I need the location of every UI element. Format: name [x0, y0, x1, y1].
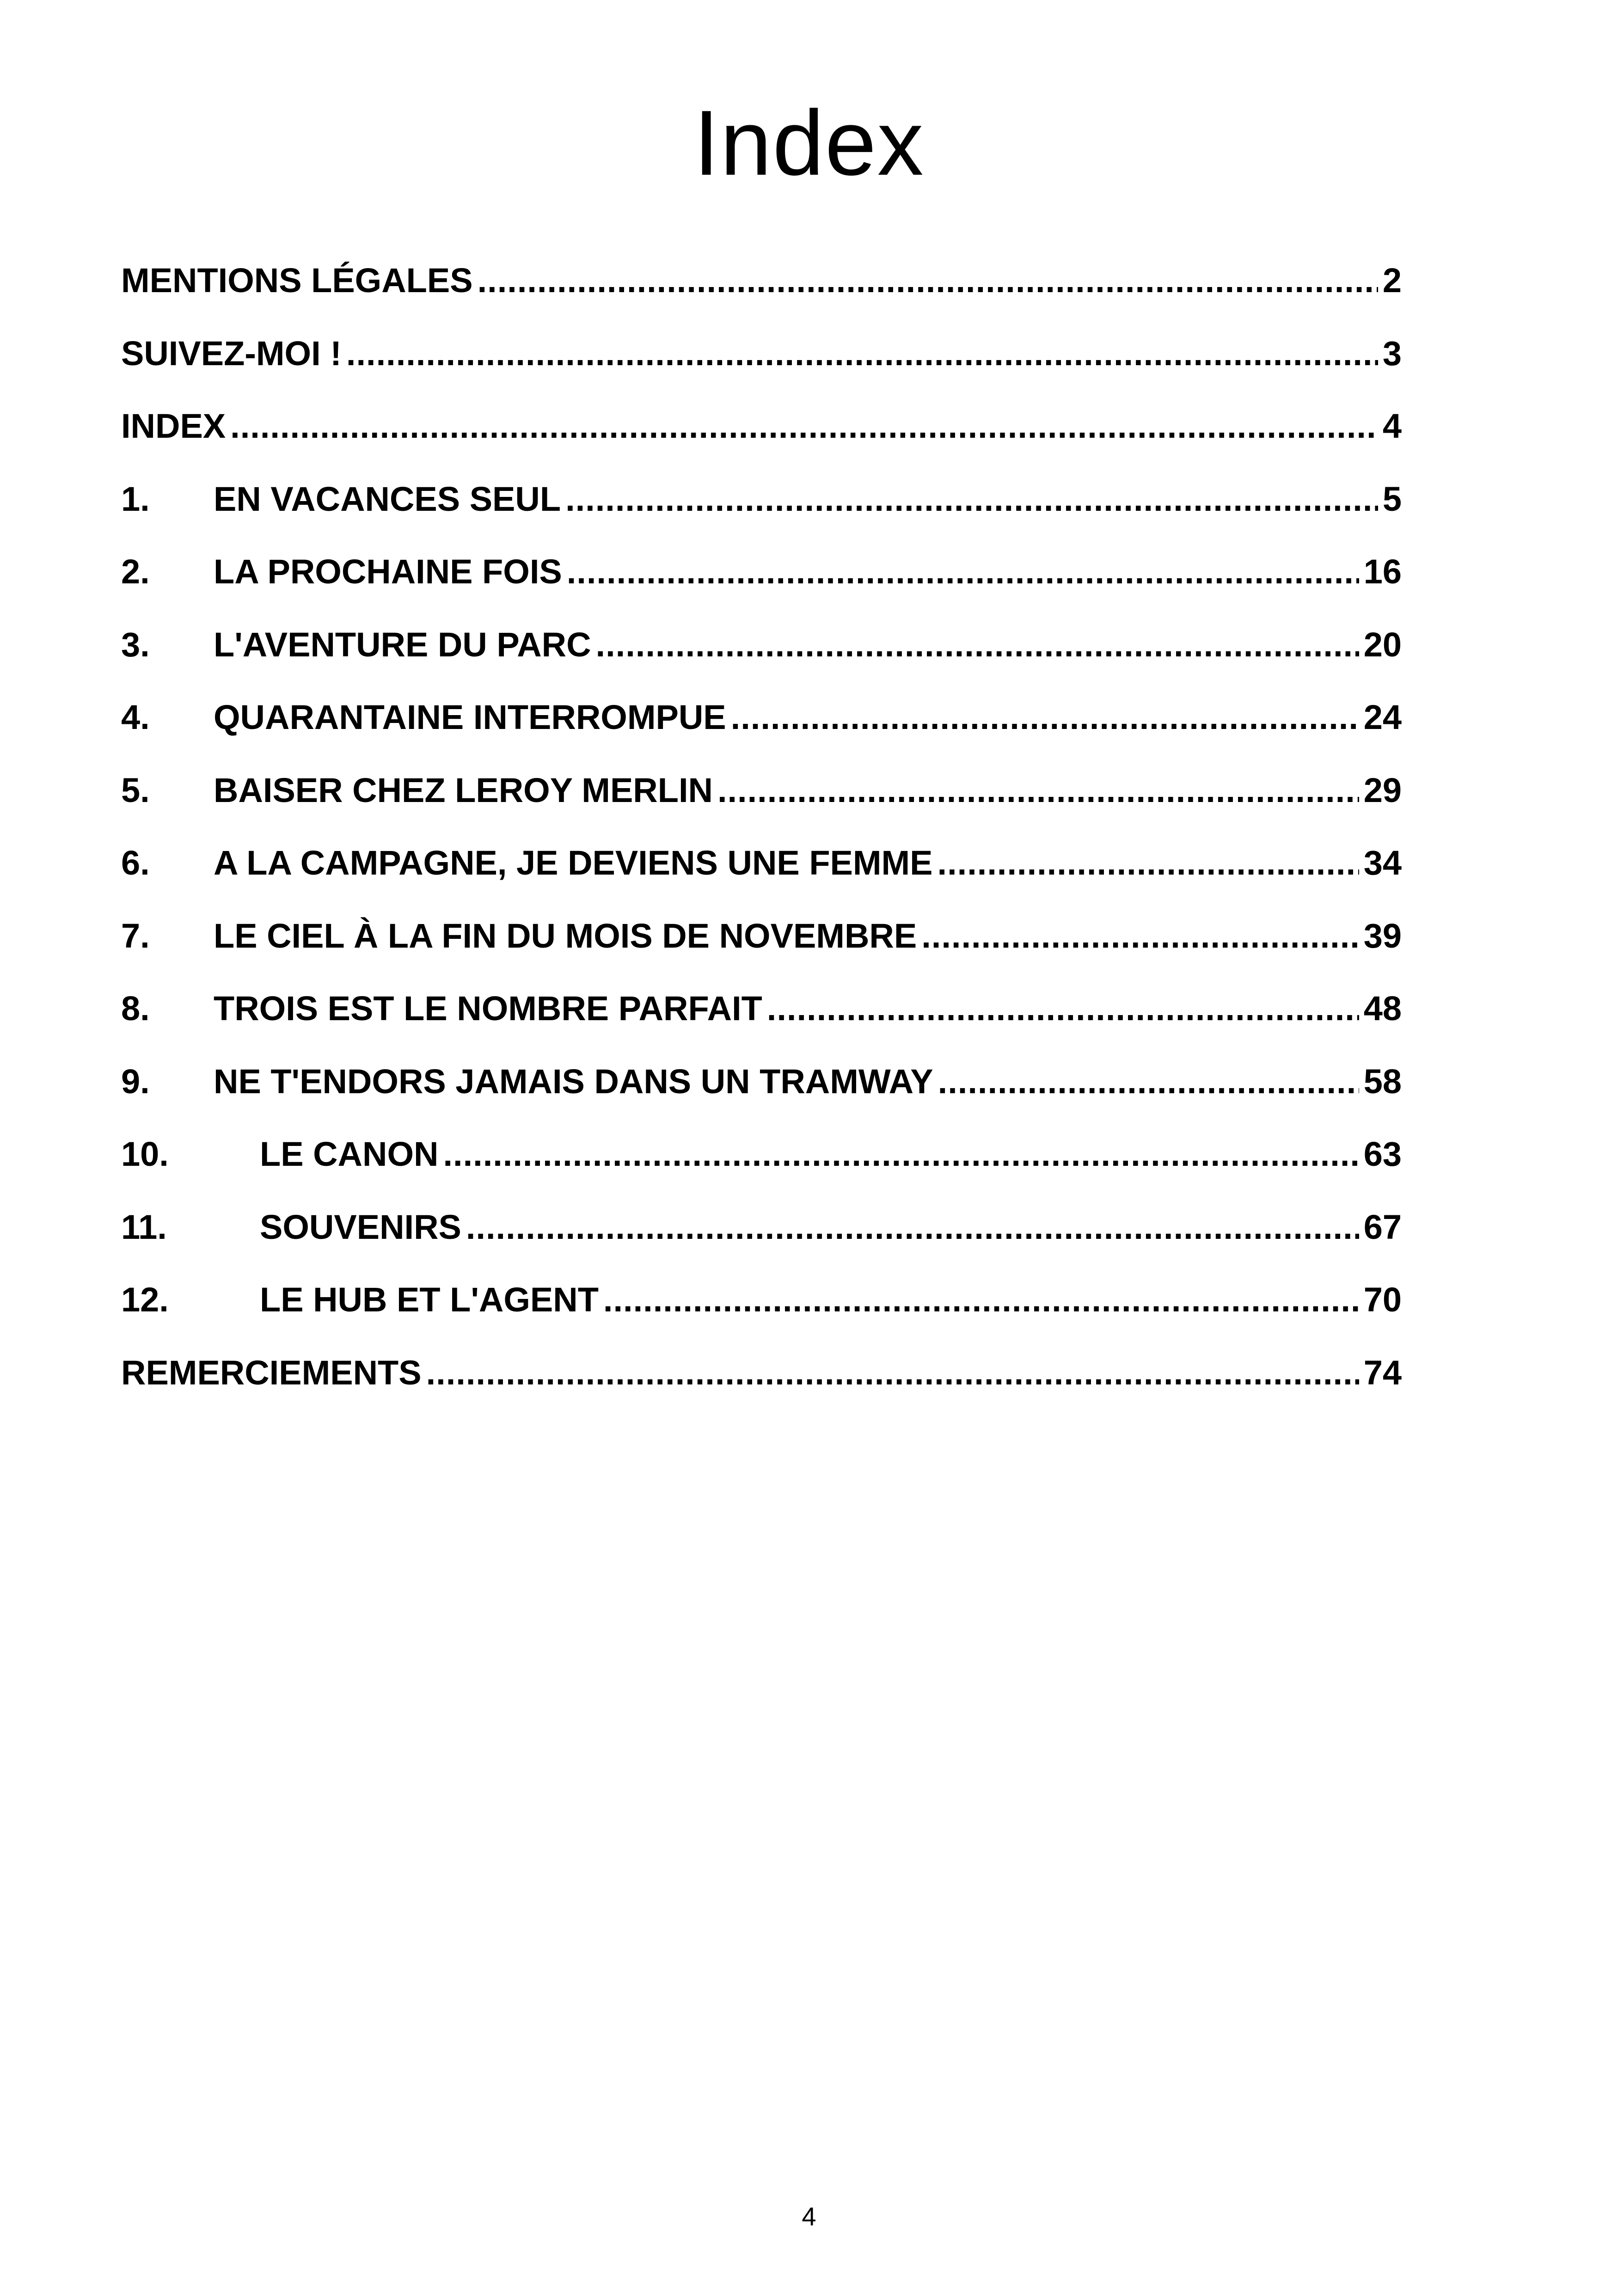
toc-entry-label: INDEX — [121, 407, 226, 445]
toc-entry-chapter-2[interactable] — [121, 549, 1402, 622]
toc-entry-label: LE CANON — [260, 1135, 439, 1173]
toc-entry-number: 8. — [121, 989, 150, 1028]
toc-entry-page: 29 — [1363, 771, 1402, 809]
toc-dot-leader — [921, 913, 1359, 959]
toc-dot-leader — [466, 1204, 1359, 1250]
toc-entry-label: MENTIONS LÉGALES — [121, 261, 473, 300]
toc-entry-chapter-4[interactable] — [121, 694, 1402, 767]
toc-entry-chapter-5[interactable] — [121, 767, 1402, 840]
toc-entry-number: 4. — [121, 698, 150, 736]
toc-entry-page: 67 — [1363, 1207, 1402, 1246]
toc-entry-suivez-moi[interactable] — [121, 331, 1402, 404]
toc-entry-label: L'AVENTURE DU PARC — [214, 625, 591, 664]
toc-entry-label: LE HUB ET L'AGENT — [260, 1280, 599, 1319]
toc-entry-page: 63 — [1363, 1135, 1402, 1173]
toc-dot-leader — [767, 986, 1359, 1032]
toc-entry-label: TROIS EST LE NOMBRE PARFAIT — [214, 989, 762, 1028]
toc-dot-leader — [938, 1059, 1359, 1105]
toc-entry-chapter-9[interactable] — [121, 1059, 1402, 1132]
toc-entry-label: NE T'ENDORS JAMAIS DANS UN TRAMWAY — [214, 1062, 933, 1101]
toc-entry-page: 24 — [1363, 698, 1402, 736]
toc-entry-page: 3 — [1382, 334, 1402, 373]
toc-entry-mentions-legales[interactable] — [121, 257, 1402, 331]
toc-dot-leader — [426, 1350, 1359, 1396]
toc-entry-label: BAISER CHEZ LEROY MERLIN — [214, 771, 713, 809]
toc-entry-label: SOUVENIRS — [260, 1207, 461, 1246]
toc-entry-number: 9. — [121, 1062, 150, 1101]
toc-entry-number: 1. — [121, 479, 150, 518]
toc-dot-leader — [230, 403, 1378, 449]
toc-entry-label: QUARANTAINE INTERROMPUE — [214, 698, 726, 736]
toc-dot-leader — [731, 694, 1359, 741]
toc-dot-leader — [443, 1131, 1359, 1177]
toc-entry-label: LE CIEL À LA FIN DU MOIS DE NOVEMBRE — [214, 916, 917, 955]
toc-entry-number: 6. — [121, 844, 150, 882]
toc-dot-leader — [596, 622, 1359, 668]
toc-dot-leader — [938, 840, 1359, 886]
toc-entry-page: 70 — [1363, 1280, 1402, 1319]
toc-entry-page: 34 — [1363, 844, 1402, 882]
toc-entry-page: 20 — [1363, 625, 1402, 664]
toc-dot-leader — [478, 257, 1378, 304]
page-title: Index — [693, 92, 925, 195]
toc-entry-chapter-7[interactable] — [121, 913, 1402, 986]
toc-entry-chapter-10[interactable] — [121, 1131, 1402, 1204]
toc-entry-chapter-12[interactable] — [121, 1277, 1402, 1350]
toc-dot-leader — [346, 331, 1378, 377]
toc-entry-chapter-1[interactable] — [121, 476, 1402, 549]
toc-entry-page: 39 — [1363, 916, 1402, 955]
toc-entry-label: A LA CAMPAGNE, JE DEVIENS UNE FEMME — [214, 844, 933, 882]
toc-entry-chapter-11[interactable] — [121, 1204, 1402, 1277]
toc-entry-label: SUIVEZ-MOI ! — [121, 334, 342, 373]
page-number: 4 — [802, 2202, 816, 2231]
toc-entry-number: 10. — [121, 1135, 169, 1173]
toc-entry-page: 16 — [1363, 552, 1402, 591]
toc-entry-page: 2 — [1382, 261, 1402, 300]
toc-entry-chapter-8[interactable] — [121, 986, 1402, 1059]
toc-entry-page: 74 — [1363, 1353, 1402, 1392]
toc-dot-leader — [565, 476, 1378, 522]
toc-entry-number: 7. — [121, 916, 150, 955]
toc-entry-index[interactable] — [121, 403, 1402, 476]
toc-entry-chapter-3[interactable] — [121, 622, 1402, 695]
toc-dot-leader — [603, 1277, 1359, 1323]
toc-entry-page: 5 — [1382, 479, 1402, 518]
toc-dot-leader — [717, 767, 1359, 814]
toc-entry-remerciements[interactable] — [121, 1350, 1402, 1423]
toc-entry-number: 12. — [121, 1280, 169, 1319]
toc-entry-label: LA PROCHAINE FOIS — [214, 552, 562, 591]
toc-entry-number: 11. — [121, 1207, 167, 1246]
table-of-contents — [121, 257, 1402, 1422]
toc-entry-number: 5. — [121, 771, 150, 809]
toc-entry-label: EN VACANCES SEUL — [214, 479, 561, 518]
toc-entry-page: 48 — [1363, 989, 1402, 1028]
toc-entry-number: 3. — [121, 625, 150, 664]
toc-entry-number: 2. — [121, 552, 150, 591]
toc-entry-chapter-6[interactable] — [121, 840, 1402, 913]
toc-entry-label: REMERCIEMENTS — [121, 1353, 422, 1392]
toc-dot-leader — [567, 549, 1359, 595]
toc-entry-page: 58 — [1363, 1062, 1402, 1101]
toc-entry-page: 4 — [1382, 407, 1402, 445]
